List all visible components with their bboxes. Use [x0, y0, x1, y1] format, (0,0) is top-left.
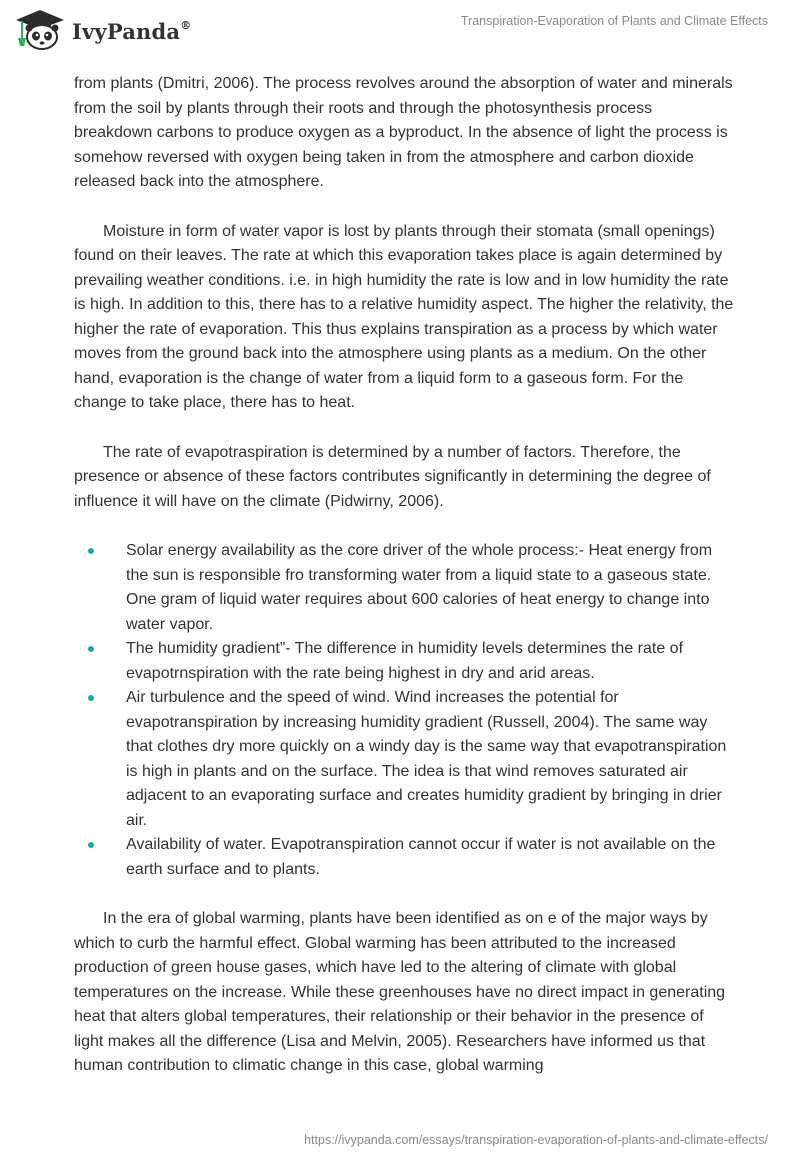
list-item: [74, 637, 734, 686]
list-item: [74, 833, 734, 882]
list-item-text: Solar energy availability as the core driver of the whole process:- Heat energy from the sun is responsible fro transforming water from a liquid state to a gaseous state. One gram of liquid water requires about 600 calories of heat energy to change into water vapor.: [126, 542, 713, 633]
panda-graduate-icon: [14, 8, 66, 52]
essay-body: [74, 72, 734, 1104]
paragraph-4: In the era of global warming, plants have been identified as on e of the major ways by which to curb the harmful effect. Global warming has been attributed to the increased production of green house gases, which have led to the altering of climate with global temperatures on the increase. While these greenhouses have no direct impact in generating heat that alters global temperatures, their relationship or their behavior in the presence of light makes all the difference (Lisa and Melvin, 2005). Researchers have informed us that human contribution to climatic change in this case, global warming: [74, 910, 726, 1074]
bullet-icon: [88, 695, 94, 701]
source-url[interactable]: https://ivypanda.com/essays/transpiration-evaporation-of-plants-and-climate-effects/: [304, 1133, 768, 1147]
bullet-icon: [88, 842, 94, 848]
list-item-text: The humidity gradient”- The difference in humidity levels determines the rate of evapotrnspiration with the rate being highest in dry and arid areas.: [126, 640, 684, 682]
bullet-icon: [88, 646, 94, 652]
brand-logo[interactable]: [14, 8, 191, 52]
paragraph-2: Moisture in form of water vapor is lost by plants through their stomata (small openings) found on their leaves. The rate at which this evaporation takes place is again determined by prevailing weather conditions. i.e. in high humidity the rate is low and in low humidity the rate is high. In addition to this, there has to a relative humidity aspect. The higher the relativity, the higher the rate of evaporation. This thus explains transpiration as a process by which water moves from the ground back into the atmosphere using plants as a medium. On the other hand, evaporation is the change of water from a liquid form to a gaseous form. For the change to take place, there has to heat.: [74, 222, 734, 411]
bullet-icon: [88, 548, 94, 554]
list-item: [74, 686, 734, 833]
factors-list: [74, 539, 734, 882]
list-item-text: Availability of water. Evapotranspiration cannot occur if water is not available on the earth surface and to plants.: [126, 836, 716, 878]
page-header: [0, 0, 800, 64]
list-item: [74, 539, 734, 637]
paragraph-1: from plants (Dmitri, 2006). The process revolves around the absorption of water and minerals from the soil by plants through their roots and through the photosynthesis process breakdown carbons to produce oxygen as a byproduct. In the absence of light the process is somehow reversed with oxygen being taken in from the atmosphere and carbon dioxide released back into the atmosphere.: [74, 75, 733, 190]
document-title: Transpiration-Evaporation of Plants and Climate Effects: [460, 14, 768, 28]
brand-name: IvyPanda®: [72, 18, 192, 44]
paragraph-3: The rate of evapotraspiration is determined by a number of factors. Therefore, the presence or absence of these factors contributes significantly in determining the degree of influence it will have on the climate (Pidwirny, 2006).: [74, 443, 711, 510]
list-item-text: Air turbulence and the speed of wind. Wind increases the potential for evapotranspiration by increasing humidity gradient (Russell, 2004). The same way that clothes dry more quickly on a windy day is the same way that evapotranspiration is high in plants and on the surface. The idea is that wind removes saturated air adjacent to an evaporating surface and creates humidity gradient by bringing in drier air.: [126, 689, 727, 829]
